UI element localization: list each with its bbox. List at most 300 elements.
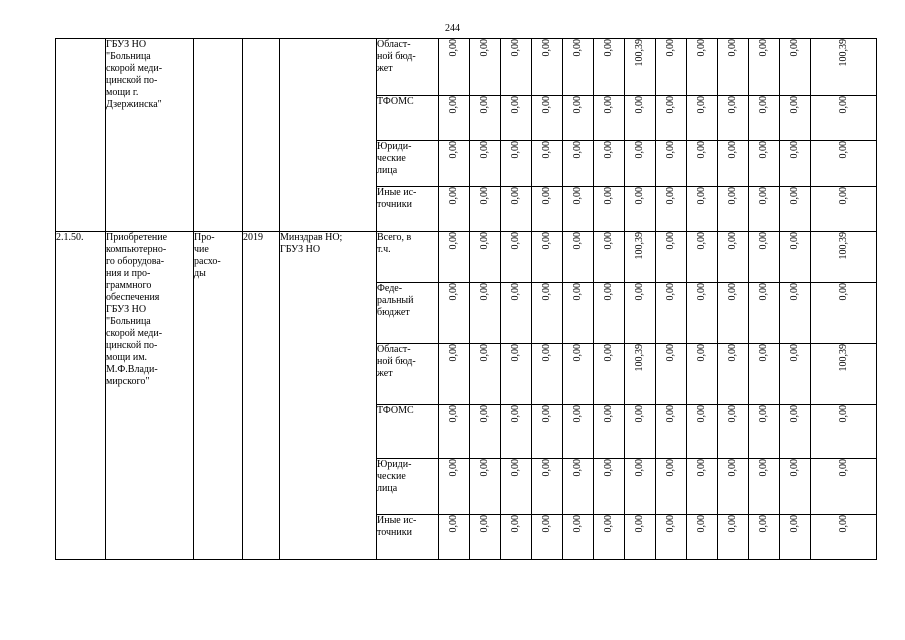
value-text: 100,39 bbox=[634, 344, 645, 372]
value-cell bbox=[625, 141, 656, 187]
value-cell bbox=[625, 344, 656, 405]
item-name bbox=[106, 39, 194, 232]
value-cell bbox=[687, 515, 718, 560]
item-number-cell bbox=[56, 39, 106, 232]
value-text: 0,00 bbox=[789, 141, 800, 159]
value-text: 0,00 bbox=[572, 187, 583, 205]
value-text: 0,00 bbox=[510, 39, 521, 57]
value-cell bbox=[749, 459, 780, 515]
funding-source bbox=[377, 283, 439, 344]
value-cell bbox=[718, 283, 749, 344]
value-cell bbox=[749, 96, 780, 141]
funding-source-line: ческие bbox=[377, 471, 406, 482]
value-text: 0,00 bbox=[479, 283, 490, 301]
funding-source-line: ной бюд- bbox=[377, 356, 416, 367]
value-text: 100,39 bbox=[837, 344, 849, 372]
value-text: 0,00 bbox=[758, 96, 769, 114]
value-cell bbox=[656, 96, 687, 141]
value-cell bbox=[594, 283, 625, 344]
value-text: 0,00 bbox=[789, 39, 800, 57]
value-text: 0,00 bbox=[510, 141, 521, 159]
value-text: 0,00 bbox=[541, 39, 552, 57]
value-cell bbox=[718, 141, 749, 187]
value-text: 0,00 bbox=[634, 187, 645, 205]
item-name-line: обеспечения bbox=[106, 292, 160, 303]
value-text: 0,00 bbox=[789, 515, 800, 533]
value-text: 0,00 bbox=[634, 405, 645, 423]
value-cell bbox=[439, 283, 470, 344]
value-cell bbox=[501, 405, 532, 459]
value-text: 0,00 bbox=[603, 459, 614, 477]
value-cell bbox=[749, 141, 780, 187]
value-cell bbox=[563, 232, 594, 283]
value-cell bbox=[780, 344, 811, 405]
value-text: 0,00 bbox=[837, 96, 849, 114]
value-cell bbox=[780, 232, 811, 283]
value-text: 0,00 bbox=[758, 141, 769, 159]
item-name-line: скорой меди- bbox=[106, 63, 163, 74]
value-cell bbox=[439, 141, 470, 187]
value-text: 0,00 bbox=[696, 283, 707, 301]
value-text: 0,00 bbox=[837, 283, 849, 301]
value-text: 0,00 bbox=[479, 515, 490, 533]
value-text: 0,00 bbox=[572, 515, 583, 533]
value-cell bbox=[749, 283, 780, 344]
value-cell bbox=[718, 187, 749, 232]
item-category-line: ды bbox=[194, 268, 206, 279]
value-text: 0,00 bbox=[479, 96, 490, 114]
value-text: 0,00 bbox=[665, 141, 676, 159]
funding-source bbox=[377, 96, 439, 141]
value-text: 0,00 bbox=[665, 283, 676, 301]
value-cell bbox=[470, 283, 501, 344]
funding-source-line: жет bbox=[377, 63, 393, 74]
value-cell bbox=[594, 344, 625, 405]
table-row bbox=[56, 232, 877, 283]
value-text: 0,00 bbox=[479, 232, 490, 250]
value-cell bbox=[501, 283, 532, 344]
value-text: 0,00 bbox=[603, 232, 614, 250]
value-text: 0,00 bbox=[696, 344, 707, 362]
value-text: 0,00 bbox=[510, 232, 521, 250]
item-category-line: чие bbox=[194, 244, 209, 255]
value-text: 0,00 bbox=[789, 344, 800, 362]
value-cell bbox=[656, 141, 687, 187]
item-executor-cell bbox=[280, 39, 377, 232]
value-cell bbox=[532, 187, 563, 232]
value-cell bbox=[532, 39, 563, 96]
value-text: 0,00 bbox=[479, 344, 490, 362]
value-cell bbox=[470, 187, 501, 232]
value-text: 0,00 bbox=[572, 39, 583, 57]
value-cell bbox=[718, 39, 749, 96]
value-text: 0,00 bbox=[603, 141, 614, 159]
value-cell bbox=[780, 459, 811, 515]
item-name-line: М.Ф.Влади- bbox=[106, 364, 158, 375]
value-text: 0,00 bbox=[448, 405, 459, 423]
value-cell bbox=[501, 141, 532, 187]
value-cell bbox=[656, 405, 687, 459]
value-cell bbox=[594, 141, 625, 187]
value-text: 0,00 bbox=[727, 405, 738, 423]
value-text: 0,00 bbox=[510, 515, 521, 533]
funding-source-line: ческие bbox=[377, 153, 406, 164]
value-cell bbox=[749, 187, 780, 232]
value-cell bbox=[439, 232, 470, 283]
item-name-line: ГБУЗ НО bbox=[106, 304, 147, 315]
value-text: 0,00 bbox=[448, 232, 459, 250]
value-text: 0,00 bbox=[448, 187, 459, 205]
value-text: 0,00 bbox=[789, 187, 800, 205]
value-text: 0,00 bbox=[572, 405, 583, 423]
value-cell bbox=[749, 39, 780, 96]
value-cell bbox=[501, 96, 532, 141]
value-text: 0,00 bbox=[727, 232, 738, 250]
value-cell bbox=[470, 405, 501, 459]
value-cell bbox=[656, 515, 687, 560]
value-text: 0,00 bbox=[758, 187, 769, 205]
value-cell bbox=[780, 515, 811, 560]
value-text: 0,00 bbox=[837, 405, 849, 423]
value-text: 0,00 bbox=[572, 344, 583, 362]
funding-source bbox=[377, 39, 439, 96]
value-cell bbox=[439, 515, 470, 560]
funding-source-line: лица bbox=[377, 165, 398, 176]
value-text: 0,00 bbox=[696, 515, 707, 533]
value-text: 0,00 bbox=[696, 187, 707, 205]
item-name-line: компьютерно- bbox=[106, 244, 167, 255]
item-name-line: ГБУЗ НО bbox=[106, 39, 147, 50]
value-text: 0,00 bbox=[479, 141, 490, 159]
item-name-line: мирского" bbox=[106, 376, 150, 387]
value-text: 0,00 bbox=[665, 96, 676, 114]
funding-source-line: лица bbox=[377, 483, 398, 494]
value-cell bbox=[656, 459, 687, 515]
value-text: 0,00 bbox=[448, 459, 459, 477]
value-cell bbox=[687, 344, 718, 405]
value-text: 0,00 bbox=[479, 187, 490, 205]
value-cell bbox=[625, 96, 656, 141]
item-category bbox=[194, 232, 243, 560]
value-text: 0,00 bbox=[572, 96, 583, 114]
funding-source-line: Област- bbox=[377, 344, 411, 355]
value-text: 100,39 bbox=[837, 39, 849, 67]
value-cell bbox=[563, 96, 594, 141]
value-text: 0,00 bbox=[541, 283, 552, 301]
value-text: 0,00 bbox=[789, 283, 800, 301]
funding-source bbox=[377, 141, 439, 187]
value-text: 0,00 bbox=[479, 39, 490, 57]
value-text: 0,00 bbox=[789, 96, 800, 114]
value-text: 0,00 bbox=[758, 232, 769, 250]
funding-source-line: ральный bbox=[377, 295, 414, 306]
item-year-line: 2019 bbox=[243, 232, 263, 243]
value-cell bbox=[501, 232, 532, 283]
value-cell bbox=[594, 96, 625, 141]
value-cell bbox=[687, 187, 718, 232]
value-text: 0,00 bbox=[541, 187, 552, 205]
value-cell bbox=[811, 283, 877, 344]
value-text: 0,00 bbox=[665, 405, 676, 423]
value-text: 0,00 bbox=[510, 283, 521, 301]
item-category-line: расхо- bbox=[194, 256, 221, 267]
value-cell bbox=[594, 515, 625, 560]
value-text: 0,00 bbox=[603, 405, 614, 423]
value-cell bbox=[439, 187, 470, 232]
funding-source bbox=[377, 187, 439, 232]
value-text: 0,00 bbox=[541, 141, 552, 159]
table-row bbox=[56, 39, 877, 96]
item-name-line: Приобретение bbox=[106, 232, 168, 243]
funding-source-line: Юриди- bbox=[377, 141, 412, 152]
value-cell bbox=[470, 344, 501, 405]
item-name-line: граммного bbox=[106, 280, 152, 291]
value-cell bbox=[811, 405, 877, 459]
value-text: 0,00 bbox=[510, 344, 521, 362]
value-text: 0,00 bbox=[448, 141, 459, 159]
value-text: 100,39 bbox=[837, 232, 849, 260]
item-name-line: цинской по- bbox=[106, 75, 158, 86]
value-text: 0,00 bbox=[634, 141, 645, 159]
value-cell bbox=[501, 459, 532, 515]
value-cell bbox=[470, 39, 501, 96]
budget-table-body bbox=[56, 39, 877, 560]
value-cell bbox=[439, 459, 470, 515]
value-cell bbox=[594, 232, 625, 283]
value-cell bbox=[501, 187, 532, 232]
value-cell bbox=[718, 459, 749, 515]
value-text: 0,00 bbox=[448, 344, 459, 362]
item-executor-line: ГБУЗ НО bbox=[280, 244, 321, 255]
value-cell bbox=[811, 459, 877, 515]
funding-source-line: Област- bbox=[377, 39, 411, 50]
item-year-cell bbox=[243, 39, 280, 232]
value-cell bbox=[625, 515, 656, 560]
value-text: 0,00 bbox=[758, 459, 769, 477]
budget-table bbox=[55, 38, 877, 560]
value-cell bbox=[780, 96, 811, 141]
item-category-cell bbox=[194, 39, 243, 232]
item-category-line: Про- bbox=[194, 232, 215, 243]
value-cell bbox=[563, 141, 594, 187]
value-text: 0,00 bbox=[448, 515, 459, 533]
value-text: 0,00 bbox=[541, 459, 552, 477]
value-text: 0,00 bbox=[696, 96, 707, 114]
value-cell bbox=[470, 232, 501, 283]
value-cell bbox=[656, 39, 687, 96]
value-text: 0,00 bbox=[727, 283, 738, 301]
value-cell bbox=[532, 344, 563, 405]
value-cell bbox=[532, 405, 563, 459]
value-cell bbox=[563, 187, 594, 232]
value-text: 0,00 bbox=[541, 232, 552, 250]
value-cell bbox=[687, 283, 718, 344]
value-text: 0,00 bbox=[634, 515, 645, 533]
value-cell bbox=[811, 344, 877, 405]
item-name bbox=[106, 232, 194, 560]
value-text: 0,00 bbox=[603, 283, 614, 301]
value-text: 0,00 bbox=[727, 459, 738, 477]
value-cell bbox=[780, 39, 811, 96]
funding-source-line: Иные ис- bbox=[377, 515, 417, 526]
item-name-line: скорой меди- bbox=[106, 328, 163, 339]
funding-source-line: т.ч. bbox=[377, 244, 391, 255]
value-text: 0,00 bbox=[696, 141, 707, 159]
value-text: 0,00 bbox=[510, 187, 521, 205]
value-cell bbox=[439, 96, 470, 141]
value-text: 0,00 bbox=[448, 96, 459, 114]
value-cell bbox=[718, 515, 749, 560]
value-cell bbox=[625, 405, 656, 459]
value-cell bbox=[563, 515, 594, 560]
funding-source bbox=[377, 405, 439, 459]
value-text: 0,00 bbox=[789, 459, 800, 477]
value-cell bbox=[594, 459, 625, 515]
value-text: 0,00 bbox=[789, 232, 800, 250]
value-cell bbox=[439, 39, 470, 96]
value-cell bbox=[656, 344, 687, 405]
value-cell bbox=[563, 283, 594, 344]
item-name-line: "Больница bbox=[106, 316, 151, 327]
value-cell bbox=[811, 232, 877, 283]
value-cell bbox=[532, 141, 563, 187]
value-cell bbox=[594, 39, 625, 96]
value-text: 0,00 bbox=[696, 39, 707, 57]
value-text: 0,00 bbox=[758, 39, 769, 57]
value-text: 0,00 bbox=[727, 515, 738, 533]
value-text: 0,00 bbox=[727, 96, 738, 114]
value-cell bbox=[563, 459, 594, 515]
value-text: 0,00 bbox=[634, 96, 645, 114]
value-cell bbox=[780, 141, 811, 187]
value-text: 0,00 bbox=[727, 187, 738, 205]
value-cell bbox=[687, 405, 718, 459]
value-cell bbox=[439, 405, 470, 459]
value-text: 0,00 bbox=[572, 459, 583, 477]
item-name-line: Дзержинска" bbox=[106, 99, 162, 110]
item-executor-line: Минздрав НО; bbox=[280, 232, 343, 243]
value-text: 0,00 bbox=[665, 39, 676, 57]
value-cell bbox=[687, 459, 718, 515]
value-text: 0,00 bbox=[572, 283, 583, 301]
funding-source bbox=[377, 232, 439, 283]
funding-source bbox=[377, 459, 439, 515]
value-cell bbox=[780, 187, 811, 232]
value-cell bbox=[811, 39, 877, 96]
value-text: 0,00 bbox=[727, 141, 738, 159]
funding-source bbox=[377, 344, 439, 405]
value-text: 0,00 bbox=[603, 344, 614, 362]
value-cell bbox=[439, 344, 470, 405]
value-text: 0,00 bbox=[510, 405, 521, 423]
value-cell bbox=[656, 187, 687, 232]
value-text: 0,00 bbox=[758, 405, 769, 423]
value-cell bbox=[718, 232, 749, 283]
funding-source-line: Юриди- bbox=[377, 459, 412, 470]
value-cell bbox=[470, 459, 501, 515]
value-cell bbox=[780, 283, 811, 344]
value-cell bbox=[625, 232, 656, 283]
item-executor bbox=[280, 232, 377, 560]
value-cell bbox=[687, 141, 718, 187]
value-cell bbox=[749, 232, 780, 283]
value-text: 0,00 bbox=[541, 344, 552, 362]
funding-source-line: точники bbox=[377, 527, 412, 538]
value-text: 0,00 bbox=[510, 459, 521, 477]
value-cell bbox=[749, 515, 780, 560]
funding-source-line: Всего, в bbox=[377, 232, 412, 243]
value-cell bbox=[532, 459, 563, 515]
item-name-line: ния и про- bbox=[106, 268, 151, 279]
value-text: 0,00 bbox=[479, 405, 490, 423]
value-text: 0,00 bbox=[665, 187, 676, 205]
value-cell bbox=[563, 39, 594, 96]
funding-source-line: точники bbox=[377, 199, 412, 210]
value-cell bbox=[470, 141, 501, 187]
value-text: 0,00 bbox=[572, 141, 583, 159]
value-text: 0,00 bbox=[665, 232, 676, 250]
value-text: 0,00 bbox=[665, 459, 676, 477]
item-number-line: 2.1.50. bbox=[56, 232, 84, 243]
value-cell bbox=[470, 515, 501, 560]
value-cell bbox=[811, 141, 877, 187]
item-name-line: мощи им. bbox=[106, 352, 148, 363]
value-text: 100,39 bbox=[634, 232, 645, 260]
value-text: 0,00 bbox=[541, 515, 552, 533]
value-cell bbox=[656, 283, 687, 344]
funding-source bbox=[377, 515, 439, 560]
value-cell bbox=[718, 96, 749, 141]
funding-source-line: Иные ис- bbox=[377, 187, 417, 198]
funding-source-line: ТФОМС bbox=[377, 405, 414, 416]
value-cell bbox=[749, 405, 780, 459]
value-text: 0,00 bbox=[837, 515, 849, 533]
value-cell bbox=[687, 39, 718, 96]
item-name-line: "Больница bbox=[106, 51, 151, 62]
value-text: 0,00 bbox=[727, 344, 738, 362]
value-text: 100,39 bbox=[634, 39, 645, 67]
value-cell bbox=[594, 187, 625, 232]
page-number: 244 bbox=[445, 23, 460, 34]
value-cell bbox=[718, 405, 749, 459]
value-cell bbox=[625, 187, 656, 232]
value-text: 0,00 bbox=[603, 96, 614, 114]
value-cell bbox=[532, 515, 563, 560]
value-text: 0,00 bbox=[837, 187, 849, 205]
value-text: 0,00 bbox=[665, 344, 676, 362]
value-cell bbox=[501, 344, 532, 405]
value-text: 0,00 bbox=[541, 405, 552, 423]
value-cell bbox=[687, 96, 718, 141]
funding-source-line: Феде- bbox=[377, 283, 403, 294]
value-text: 0,00 bbox=[634, 283, 645, 301]
value-text: 0,00 bbox=[665, 515, 676, 533]
value-text: 0,00 bbox=[634, 459, 645, 477]
value-text: 0,00 bbox=[696, 232, 707, 250]
funding-source-line: ТФОМС bbox=[377, 96, 414, 107]
value-text: 0,00 bbox=[789, 405, 800, 423]
value-cell bbox=[749, 344, 780, 405]
value-cell bbox=[532, 283, 563, 344]
value-text: 0,00 bbox=[837, 459, 849, 477]
value-text: 0,00 bbox=[758, 344, 769, 362]
value-cell bbox=[594, 405, 625, 459]
value-cell bbox=[625, 459, 656, 515]
value-text: 0,00 bbox=[696, 459, 707, 477]
item-name-line: го оборудова- bbox=[106, 256, 165, 267]
value-cell bbox=[811, 515, 877, 560]
value-cell bbox=[687, 232, 718, 283]
